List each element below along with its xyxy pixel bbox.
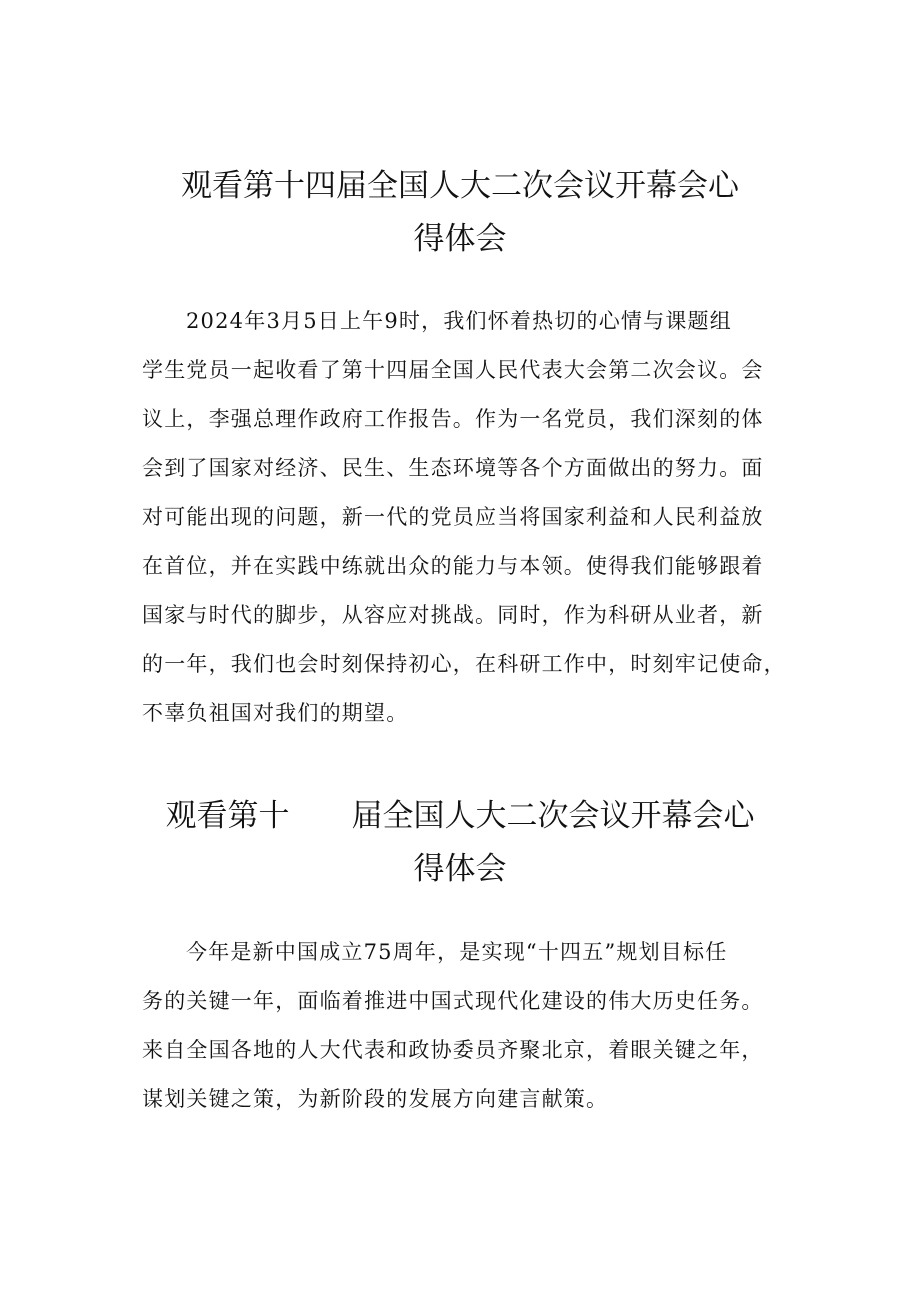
paragraph-line: 会到了国家对经济、民生、生态环境等各个方面做出的努力。面 bbox=[142, 456, 764, 480]
section-1-title-line-2: 得体会 bbox=[413, 221, 507, 257]
paragraph-line: 对可能出现的问题，新一代的党员应当将国家利益和人民利益放 bbox=[142, 505, 764, 529]
paragraph-line: 议上，李强总理作政府工作报告。作为一名党员，我们深刻的体 bbox=[142, 407, 764, 431]
section-2-title bbox=[60, 790, 860, 896]
section-1-title bbox=[60, 160, 860, 266]
paragraph-line: 在首位，并在实践中练就出众的能力与本领。使得我们能够跟着 bbox=[142, 554, 764, 578]
paragraph-line: 今年是新中国成立75周年，是实现“十四五”规划目标任 bbox=[186, 940, 728, 964]
section-1-title-line-1: 观看第十四届全国人大二次会议开幕会心 bbox=[181, 168, 739, 204]
paragraph-line: 2024年3月5日上午9时，我们怀着热切的心情与课题组 bbox=[186, 309, 732, 333]
paragraph-line: 不辜负祖国对我们的期望。 bbox=[142, 701, 409, 725]
paragraph-line: 学生党员一起收看了第十四届全国人民代表大会第二次会议。会 bbox=[142, 358, 764, 382]
paragraph-line: 谋划关键之策，为新阶段的发展方向建言献策。 bbox=[142, 1087, 609, 1111]
paragraph-line: 的一年，我们也会时刻保持初心，在科研工作中，时刻牢记使命， bbox=[142, 652, 786, 676]
paragraph-line: 务的关键一年，面临着推进中国式现代化建设的伟大历史任务。 bbox=[142, 989, 764, 1013]
paragraph-line: 来自全国各地的人大代表和政协委员齐聚北京，着眼关键之年， bbox=[142, 1038, 764, 1062]
paragraph-line: 国家与时代的脚步，从容应对挑战。同时，作为科研从业者，新 bbox=[142, 603, 764, 627]
section-2-title-line-1: 观看第十 届全国人大二次会议开幕会心 bbox=[165, 798, 755, 834]
section-2-title-line-2: 得体会 bbox=[413, 851, 507, 887]
